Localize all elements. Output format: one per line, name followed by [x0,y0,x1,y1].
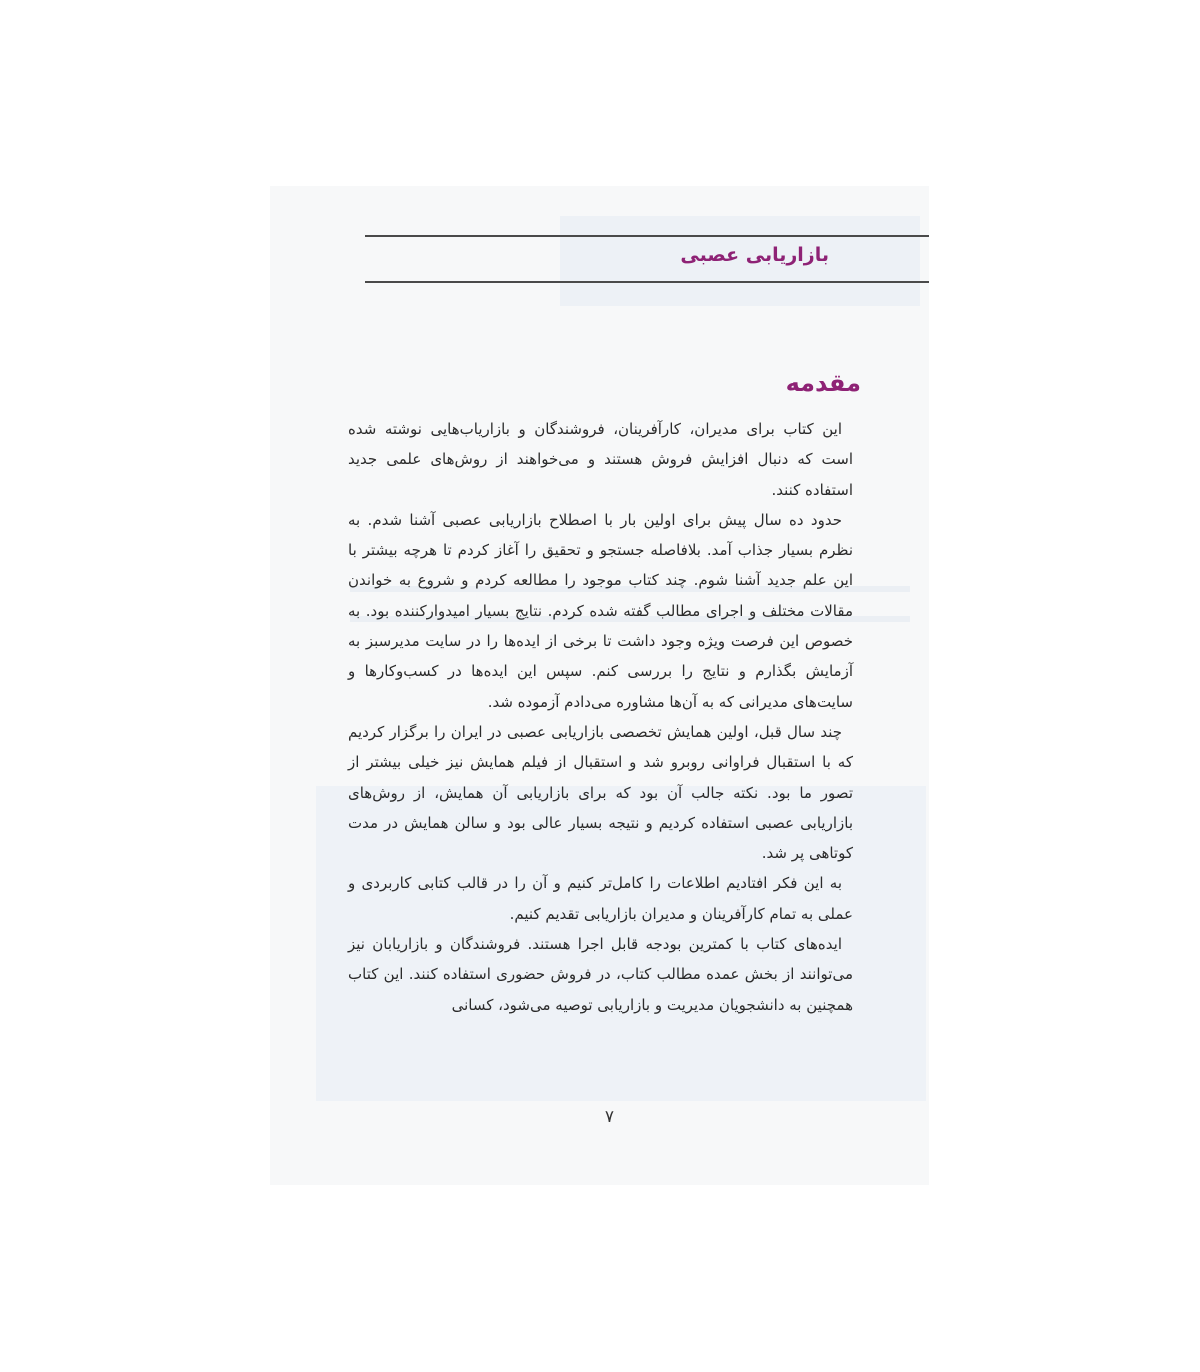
running-header-title: بازاریابی عصبی [680,244,829,266]
page-number: ۷ [604,1107,615,1127]
paragraph: چند سال قبل، اولین همایش تخصصی بازاریابی عصبی در ایران را برگزار کردیم که با استقبال فراوانی روبرو شد و استقبال از فیلم همایش نیز خیلی بیشتر از تصور ما بود. نکته جالب آن بود که برای بازاریابی آن همایش، از روش‌های بازاریابی عصبی استفاده کردیم و نتیجه بسیار عالی بود و سالن همایش در مدت کوتاهی پر شد. [348,722,853,863]
body-text [348,414,853,1020]
header-rule-bottom [365,281,929,283]
paragraph: این کتاب برای مدیران، کارآفرینان، فروشندگان و بازاریاب‌هایی نوشته شده است که دنبال افزایش فروش هستند و می‌خواهند از روش‌های علمی جدید استفاده کنند. [348,420,853,499]
book-page [270,186,929,1185]
paragraph: ایده‌های کتاب با کمترین بودجه قابل اجرا هستند. فروشندگان و بازاریابان نیز می‌توانند از بخش عمده مطالب کتاب، در فروش حضوری استفاده کنند. این کتاب همچنین به دانشجویان مدیریت و بازاریابی توصیه می‌شود، کسانی [348,935,853,1014]
paragraph: به این فکر افتادیم اطلاعات را کامل‌تر کنیم و آن را در قالب کتابی کاربردی و عملی به تمام کارآفرینان و مدیران بازاریابی تقدیم کنیم. [348,874,853,923]
paragraph: حدود ده سال پیش برای اولین بار با اصطلاح بازاریابی عصبی آشنا شدم. به نظرم بسیار جذاب آمد. بلافاصله جستجو و تحقیق را آغاز کردم تا هرچه بیشتر با این علم جدید آشنا شوم. چند کتاب موجود را مطالعه کردم و شروع به خواندن مقالات مختلف و اجرای مطالب گفته شده کردم. نتایج بسیار امیدوارکننده بود. به خصوص این فرصت ویژه وجود داشت تا برخی از ایده‌ها را در سایت مدیرسبز به آزمایش بگذارم و نتایج را بررسی کنم. سپس این ایده‌ها در کسب‌وکارها و سایت‌های مدیرانی که به آن‌ها مشاوره می‌دادم آزموده شد. [348,510,853,711]
section-heading: مقدمه [785,369,861,397]
header-rule-top [365,235,929,237]
